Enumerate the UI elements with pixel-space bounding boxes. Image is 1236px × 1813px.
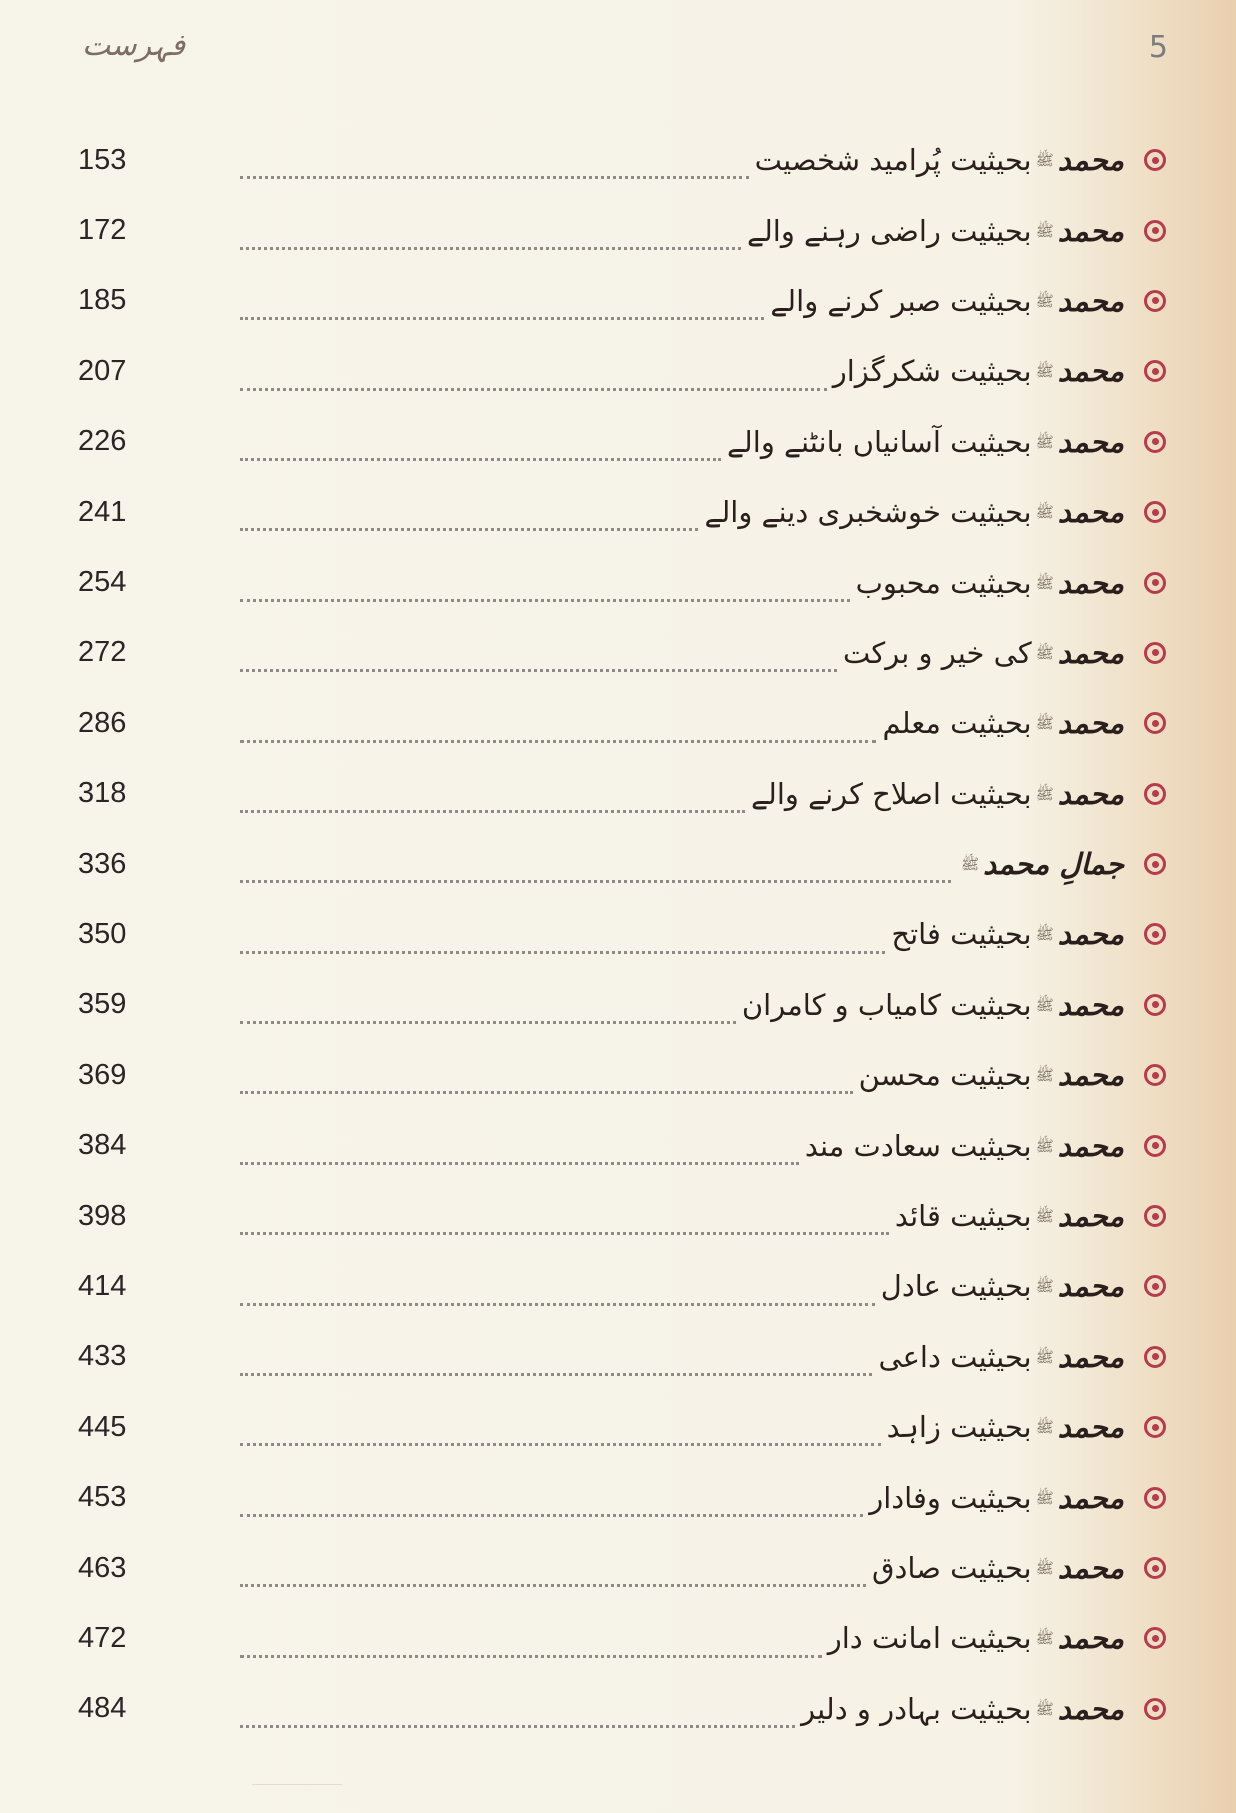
toc-entry-title xyxy=(881,1269,1124,1303)
toc-entry-title xyxy=(704,495,1124,529)
toc-entry-subtitle: بحیثیت صادق xyxy=(872,1551,1032,1585)
toc-page-number: 484 xyxy=(78,1692,127,1725)
dot-leader xyxy=(240,1232,889,1235)
toc-entry-subtitle: بحیثیت محسن xyxy=(858,1058,1032,1093)
bullet-circle-icon xyxy=(1144,220,1166,242)
toc-entry-name: محمد xyxy=(1057,1128,1124,1163)
dot-leader xyxy=(240,1655,822,1658)
toc-entry-title xyxy=(727,425,1124,459)
toc-entry-title xyxy=(742,988,1124,1022)
dot-leader xyxy=(240,1303,875,1306)
toc-entry-subtitle: بحیثیت شکرگزار xyxy=(832,354,1032,389)
bullet-circle-icon xyxy=(1144,994,1166,1016)
running-head: فہرست xyxy=(82,28,186,63)
toc-entry[interactable] xyxy=(78,477,1168,547)
toc-page-number: 359 xyxy=(78,988,127,1021)
honorific-ligature: ﷺ xyxy=(1035,1488,1054,1507)
toc-entry-subtitle: بحیثیت معلم xyxy=(882,706,1032,741)
toc-entry-title xyxy=(878,1340,1124,1374)
toc-entry-subtitle: بحیثیت صبر کرنے والے xyxy=(770,283,1032,318)
dot-leader xyxy=(240,1162,799,1165)
bullet-circle-icon xyxy=(1144,572,1166,594)
toc-entry[interactable] xyxy=(78,1110,1168,1180)
toc-entry-subtitle: بحیثیت قائد xyxy=(894,1199,1032,1234)
toc-page-number: 398 xyxy=(78,1199,127,1232)
dot-leader xyxy=(240,810,745,813)
toc-entry-subtitle: بحیثیت محبوب xyxy=(855,565,1032,600)
bullet-circle-icon xyxy=(1144,853,1166,875)
toc-entry-title xyxy=(895,1199,1124,1233)
dot-leader xyxy=(240,1021,736,1024)
bullet-circle-icon xyxy=(1144,1627,1166,1649)
toc-entry-name: محمد xyxy=(1057,1480,1124,1515)
bullet-circle-icon xyxy=(1144,712,1166,734)
toc-entry[interactable] xyxy=(78,618,1168,688)
toc-entry-name: محمد xyxy=(1057,143,1124,178)
toc-entry-title xyxy=(887,1410,1124,1444)
honorific-ligature: ﷺ xyxy=(1035,221,1054,240)
bullet-circle-icon xyxy=(1144,431,1166,453)
toc-entry-title xyxy=(801,1692,1124,1726)
toc-entry[interactable] xyxy=(78,195,1168,265)
toc-page-number: 241 xyxy=(78,495,127,528)
bullet-circle-icon xyxy=(1144,1135,1166,1157)
toc-entry-subtitle: بحیثیت خوشخبری دینے والے xyxy=(704,495,1032,530)
toc-entry-title xyxy=(872,1551,1124,1585)
toc-entry-name: محمد xyxy=(1057,495,1124,530)
dot-leader xyxy=(240,740,876,743)
toc-entry-subtitle: بحیثیت داعی xyxy=(878,1339,1032,1374)
toc-entry-subtitle: بحیثیت فاتح xyxy=(891,917,1032,952)
toc-entry-name: محمد xyxy=(1057,776,1124,811)
toc-page-number: 463 xyxy=(78,1551,127,1584)
toc-entry-title xyxy=(770,284,1124,318)
toc-entry-title xyxy=(856,566,1124,600)
toc-entry[interactable] xyxy=(78,266,1168,336)
table-of-contents xyxy=(78,125,1168,1744)
toc-entry[interactable] xyxy=(78,547,1168,617)
dot-leader xyxy=(240,1091,853,1094)
toc-entry-subtitle: بحیثیت آسانیاں بانٹنے والے xyxy=(726,424,1032,459)
toc-page-number: 185 xyxy=(78,284,127,317)
bullet-circle-icon xyxy=(1144,1698,1166,1720)
toc-entry-title xyxy=(957,847,1124,881)
honorific-ligature: ﷺ xyxy=(1035,1629,1054,1648)
toc-entry-title xyxy=(843,636,1124,670)
toc-entry[interactable] xyxy=(78,829,1168,899)
honorific-ligature: ﷺ xyxy=(1035,784,1054,803)
toc-entry-title xyxy=(859,1058,1124,1092)
toc-page-number: 350 xyxy=(78,917,127,950)
toc-entry-name: محمد xyxy=(1057,1621,1124,1656)
dot-leader xyxy=(240,247,741,250)
toc-entry[interactable] xyxy=(78,899,1168,969)
toc-entry-title xyxy=(755,143,1124,177)
page-number: 5 xyxy=(1148,30,1168,65)
toc-page-number: 369 xyxy=(78,1058,127,1091)
toc-entry-subtitle: بحیثیت اصلاح کرنے والے xyxy=(750,776,1032,811)
toc-entry-subtitle: بحیثیت سعادت مند xyxy=(804,1128,1032,1163)
toc-page-number: 153 xyxy=(78,143,127,176)
toc-entry[interactable] xyxy=(78,1462,1168,1532)
toc-entry-name: محمد xyxy=(1057,706,1124,741)
bullet-circle-icon xyxy=(1144,1346,1166,1368)
toc-entry[interactable] xyxy=(78,1322,1168,1392)
toc-entry[interactable] xyxy=(78,1040,1168,1110)
toc-entry-title xyxy=(833,354,1124,388)
honorific-ligature: ﷺ xyxy=(1035,362,1054,381)
toc-entry-name: جمالِ محمد xyxy=(983,847,1124,882)
toc-page-number: 318 xyxy=(78,777,127,810)
toc-entry-title xyxy=(891,917,1124,951)
bullet-circle-icon xyxy=(1144,149,1166,171)
dot-leader xyxy=(240,388,827,391)
bullet-circle-icon xyxy=(1144,1205,1166,1227)
toc-page-number: 384 xyxy=(78,1129,127,1162)
bullet-circle-icon xyxy=(1144,923,1166,945)
dot-leader xyxy=(240,880,951,883)
toc-entry[interactable] xyxy=(78,407,1168,477)
bullet-circle-icon xyxy=(1144,1487,1166,1509)
toc-entry-subtitle: بحیثیت وفادار xyxy=(869,1480,1032,1515)
toc-entry-subtitle: بحیثیت امانت دار xyxy=(827,1621,1032,1656)
honorific-ligature: ﷺ xyxy=(960,855,980,874)
dot-leader xyxy=(240,176,749,179)
honorific-ligature: ﷺ xyxy=(1035,925,1054,944)
toc-entry-name: محمد xyxy=(1057,987,1124,1022)
toc-entry-name: محمد xyxy=(1057,1691,1124,1726)
toc-entry-subtitle: بحیثیت عادل xyxy=(880,1269,1032,1304)
toc-entry-title xyxy=(805,1129,1124,1163)
bullet-circle-icon xyxy=(1144,642,1166,664)
honorific-ligature: ﷺ xyxy=(1035,291,1054,310)
toc-entry[interactable] xyxy=(78,336,1168,406)
toc-entry-subtitle: بحیثیت زاہد xyxy=(886,1410,1032,1445)
toc-entry-subtitle: بحیثیت بہادر و دلیر xyxy=(801,1691,1032,1726)
toc-entry-title xyxy=(747,214,1124,248)
toc-entry-name: محمد xyxy=(1057,1199,1124,1234)
toc-entry-name: محمد xyxy=(1057,1410,1124,1445)
toc-page-number: 472 xyxy=(78,1621,127,1654)
toc-entry[interactable] xyxy=(78,688,1168,758)
toc-entry-name: محمد xyxy=(1057,1551,1124,1585)
toc-entry[interactable] xyxy=(78,970,1168,1040)
dot-leader xyxy=(240,528,698,531)
bullet-circle-icon xyxy=(1144,1557,1166,1579)
toc-page-number: 207 xyxy=(78,354,127,387)
dot-leader xyxy=(240,1584,866,1587)
toc-entry-subtitle: بحیثیت کامیاب و کامران xyxy=(741,987,1032,1022)
honorific-ligature: ﷺ xyxy=(1035,573,1054,592)
toc-entry-name: محمد xyxy=(1057,1058,1124,1093)
toc-entry-subtitle: بحیثیت پُرامید شخصیت xyxy=(754,143,1032,178)
honorific-ligature: ﷺ xyxy=(1035,995,1054,1014)
toc-entry-title xyxy=(882,706,1124,740)
toc-entry[interactable] xyxy=(78,1603,1168,1673)
dot-leader xyxy=(240,1725,795,1728)
bullet-circle-icon xyxy=(1144,783,1166,805)
toc-entry[interactable] xyxy=(78,1392,1168,1462)
toc-page-number: 254 xyxy=(78,566,127,599)
honorific-ligature: ﷺ xyxy=(1035,1418,1054,1437)
bullet-circle-icon xyxy=(1144,1064,1166,1086)
toc-entry-name: محمد xyxy=(1057,283,1124,318)
bullet-circle-icon xyxy=(1144,290,1166,312)
toc-page-number: 172 xyxy=(78,214,127,247)
toc-entry-title xyxy=(828,1621,1124,1655)
toc-page-number: 286 xyxy=(78,706,127,739)
toc-entry[interactable] xyxy=(78,1251,1168,1321)
toc-page-number: 272 xyxy=(78,636,127,669)
dot-leader xyxy=(240,599,850,602)
dot-leader xyxy=(240,1514,863,1517)
toc-page-number: 433 xyxy=(78,1340,127,1373)
toc-entry-name: محمد xyxy=(1057,213,1124,248)
bullet-circle-icon xyxy=(1144,360,1166,382)
honorific-ligature: ﷺ xyxy=(1035,1136,1054,1155)
bullet-circle-icon xyxy=(1144,1275,1166,1297)
toc-entry-name: محمد xyxy=(1057,635,1124,670)
toc-entry[interactable] xyxy=(78,125,1168,195)
toc-entry-subtitle: کی خیر و برکت xyxy=(842,635,1032,670)
toc-entry-name: محمد xyxy=(1057,565,1124,600)
dot-leader xyxy=(240,317,764,320)
toc-entry-name: محمد xyxy=(1057,1269,1124,1304)
dot-leader xyxy=(240,1373,872,1376)
dot-leader xyxy=(240,951,885,954)
bullet-circle-icon xyxy=(1144,1416,1166,1438)
toc-entry-title xyxy=(751,777,1124,811)
honorific-ligature: ﷺ xyxy=(1035,1066,1054,1085)
toc-entry[interactable] xyxy=(78,1533,1168,1603)
honorific-ligature: ﷺ xyxy=(1035,1347,1054,1366)
toc-page-number: 453 xyxy=(78,1481,127,1514)
page-edge-mark xyxy=(252,1784,342,1785)
honorific-ligature: ﷺ xyxy=(1035,1559,1054,1577)
dot-leader xyxy=(240,458,721,461)
honorific-ligature: ﷺ xyxy=(1035,1699,1054,1718)
dot-leader xyxy=(240,1443,881,1446)
toc-entry-subtitle: بحیثیت راضی رہنے والے xyxy=(746,213,1032,248)
honorific-ligature: ﷺ xyxy=(1035,432,1054,451)
honorific-ligature: ﷺ xyxy=(1035,1277,1054,1296)
toc-entry[interactable] xyxy=(78,759,1168,829)
toc-entry-title xyxy=(869,1481,1124,1515)
bullet-circle-icon xyxy=(1144,501,1166,523)
toc-entry[interactable] xyxy=(78,1674,1168,1744)
toc-entry-name: محمد xyxy=(1057,917,1124,952)
honorific-ligature: ﷺ xyxy=(1035,714,1054,733)
toc-entry-name: محمد xyxy=(1057,354,1124,389)
honorific-ligature: ﷺ xyxy=(1035,1207,1054,1226)
toc-entry-name: محمد xyxy=(1057,424,1124,459)
honorific-ligature: ﷺ xyxy=(1035,643,1054,662)
dot-leader xyxy=(240,669,837,672)
toc-page-number: 414 xyxy=(78,1269,127,1302)
toc-page-number: 336 xyxy=(78,847,127,880)
honorific-ligature: ﷺ xyxy=(1035,151,1054,170)
toc-page-number: 445 xyxy=(78,1410,127,1443)
toc-entry[interactable] xyxy=(78,1181,1168,1251)
toc-entry-name: محمد xyxy=(1057,1339,1124,1374)
toc-page-number: 226 xyxy=(78,425,127,458)
honorific-ligature: ﷺ xyxy=(1035,503,1054,522)
